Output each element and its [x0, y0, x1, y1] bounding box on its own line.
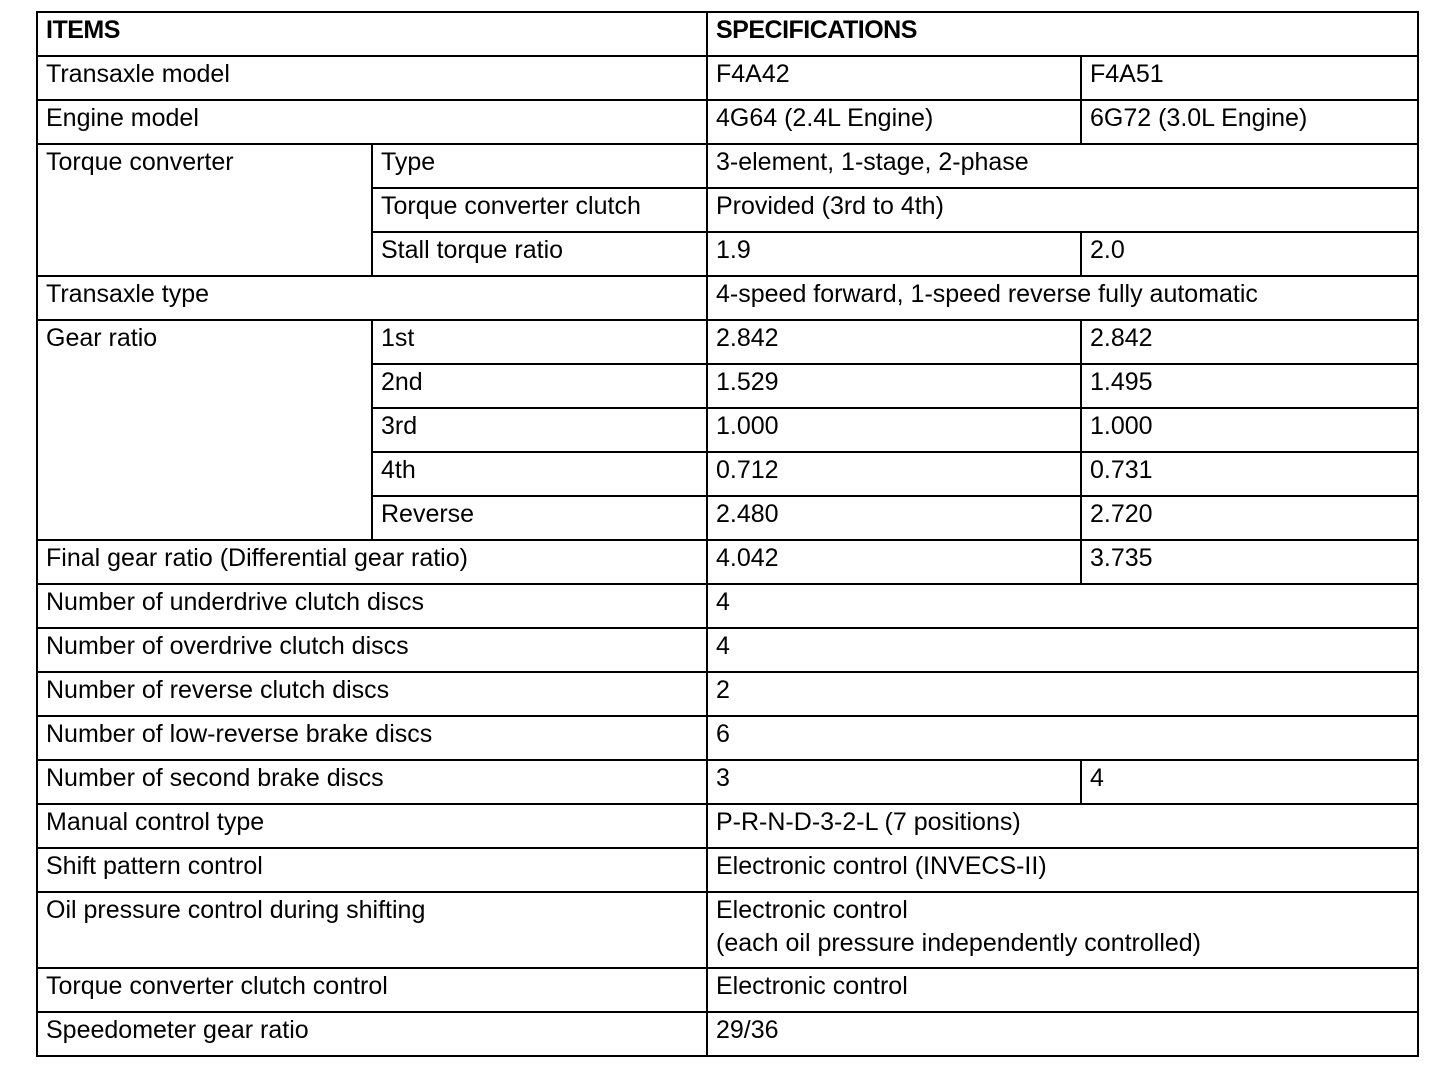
sub-label: Type	[372, 144, 707, 188]
table-row	[37, 540, 1418, 584]
value-f4a42: 2.842	[707, 320, 1081, 364]
specifications-table	[36, 11, 1419, 1057]
value-shared: 29/36	[707, 1012, 1418, 1056]
row-label: Number of overdrive clutch discs	[37, 628, 707, 672]
table-row	[37, 968, 1418, 1012]
value-shared: 4-speed forward, 1-speed reverse fully automatic	[707, 276, 1418, 320]
value-shared	[707, 892, 1418, 968]
row-label: Transaxle type	[37, 276, 707, 320]
value-f4a42: 1.529	[707, 364, 1081, 408]
value-shared: P-R-N-D-3-2-L (7 positions)	[707, 804, 1418, 848]
value-f4a51: 2.720	[1081, 496, 1418, 540]
value-shared: Electronic control (INVECS-II)	[707, 848, 1418, 892]
table-row	[37, 628, 1418, 672]
value-f4a51: 2.0	[1081, 232, 1418, 276]
value-f4a51: F4A51	[1081, 56, 1418, 100]
value-shared: Electronic control	[707, 968, 1418, 1012]
row-label: Number of underdrive clutch discs	[37, 584, 707, 628]
table-row	[37, 892, 1418, 968]
value-f4a51: 2.842	[1081, 320, 1418, 364]
value-f4a42: 1.000	[707, 408, 1081, 452]
row-label: Manual control type	[37, 804, 707, 848]
value-f4a51: 4	[1081, 760, 1418, 804]
table-row	[37, 716, 1418, 760]
table-row	[37, 100, 1418, 144]
row-label: Engine model	[37, 100, 707, 144]
value-f4a42: 3	[707, 760, 1081, 804]
value-shared: Provided (3rd to 4th)	[707, 188, 1418, 232]
sub-label: 1st	[372, 320, 707, 364]
value-shared: 4	[707, 628, 1418, 672]
row-label: Final gear ratio (Differential gear ratio)	[37, 540, 707, 584]
value-f4a51: 6G72 (3.0L Engine)	[1081, 100, 1418, 144]
sub-label: Reverse	[372, 496, 707, 540]
items-header: ITEMS	[37, 12, 707, 56]
value-line: Electronic control	[716, 896, 908, 924]
table-row	[37, 848, 1418, 892]
value-line: (each oil pressure independently controlled)	[716, 928, 1202, 957]
table-row	[37, 320, 1418, 364]
value-f4a42: 4G64 (2.4L Engine)	[707, 100, 1081, 144]
sub-label: Stall torque ratio	[372, 232, 707, 276]
row-label: Speedometer gear ratio	[37, 1012, 707, 1056]
row-label: Number of low-reverse brake discs	[37, 716, 707, 760]
value-shared: 2	[707, 672, 1418, 716]
value-f4a42: 2.480	[707, 496, 1081, 540]
table-row	[37, 672, 1418, 716]
table-row	[37, 760, 1418, 804]
header-row	[37, 12, 1418, 56]
row-label: Number of reverse clutch discs	[37, 672, 707, 716]
sub-label: 4th	[372, 452, 707, 496]
value-f4a51: 1.495	[1081, 364, 1418, 408]
table-row	[37, 1012, 1418, 1056]
sub-label: Torque converter clutch	[372, 188, 707, 232]
table-row	[37, 144, 1418, 188]
table-row	[37, 804, 1418, 848]
row-label: Torque converter clutch control	[37, 968, 707, 1012]
value-f4a42: F4A42	[707, 56, 1081, 100]
row-label: Shift pattern control	[37, 848, 707, 892]
value-f4a42: 0.712	[707, 452, 1081, 496]
row-label: Gear ratio	[37, 320, 372, 540]
table-row	[37, 276, 1418, 320]
row-label: Transaxle model	[37, 56, 707, 100]
value-f4a42: 4.042	[707, 540, 1081, 584]
value-f4a42: 1.9	[707, 232, 1081, 276]
value-f4a51: 0.731	[1081, 452, 1418, 496]
sub-label: 3rd	[372, 408, 707, 452]
row-label: Torque converter	[37, 144, 372, 276]
value-shared: 3-element, 1-stage, 2-phase	[707, 144, 1418, 188]
row-label: Oil pressure control during shifting	[37, 892, 707, 968]
value-shared: 4	[707, 584, 1418, 628]
value-f4a51: 3.735	[1081, 540, 1418, 584]
specifications-header: SPECIFICATIONS	[707, 12, 1418, 56]
table-row	[37, 56, 1418, 100]
table-row	[37, 584, 1418, 628]
value-shared: 6	[707, 716, 1418, 760]
sub-label: 2nd	[372, 364, 707, 408]
value-f4a51: 1.000	[1081, 408, 1418, 452]
row-label: Number of second brake discs	[37, 760, 707, 804]
